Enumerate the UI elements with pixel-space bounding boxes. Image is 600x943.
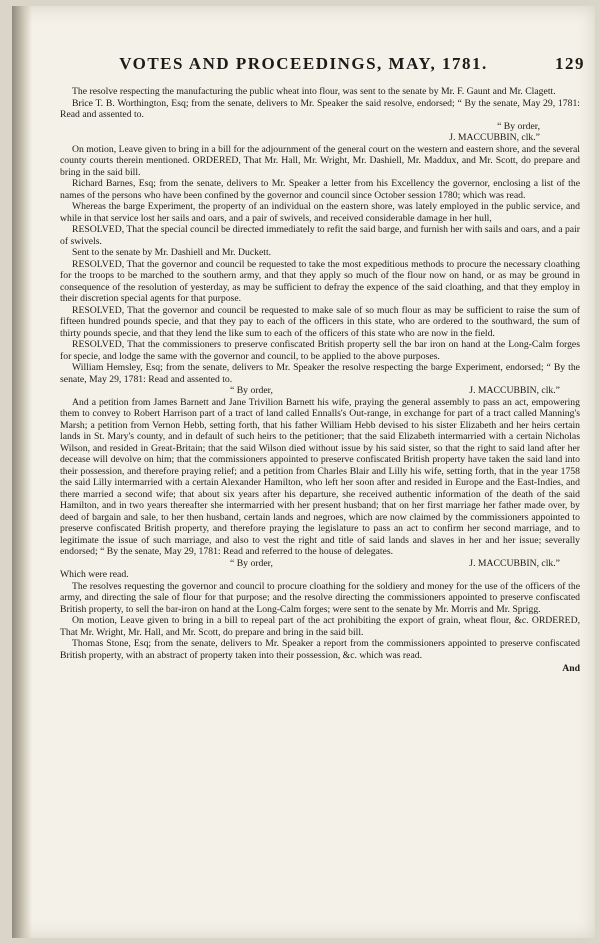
paragraph: Which were read. [60, 569, 129, 580]
paragraph: Brice T. B. Worthington, Esq; from the senate, delivers to Mr. Speaker the said resolve, endorsed; “ By the senate, May 29, 1781: Read and assented to. [60, 97, 580, 120]
running-header [12, 54, 595, 74]
signature-block [60, 385, 580, 397]
by-order-line: “ By order, [497, 120, 540, 132]
paragraph: Whereas the barge Experiment, the property of an individual on the eastern shore, was lately employed in the public service, and while in that service lost her sails and oars, and a pair of swivels, and received considerable damage in her hull, [60, 201, 580, 224]
paragraph: RESOLVED, That the special council be directed immediately to refit the said barge, and furnish her with sails and oars, and a pair of swivels. [60, 224, 581, 247]
by-order-line: “ By order, [230, 557, 273, 569]
running-title: VOTES AND PROCEEDINGS, MAY, 1781. [119, 54, 488, 73]
paragraph: RESOLVED, That the governor and council be requested to take the most expeditious methods to procure the necessary cloathing for the troops to be marched to the southern army, and that they apply so much of the flour now on hand, or as may be ground in consequence of the resolution of yesterday, as may be sufficient to defray the expence of the said cloathing, and that they employ in their discretion special agents for that purpose. [60, 258, 580, 304]
clerk-signature: J. MACCUBBIN, clk.” [469, 557, 560, 569]
paragraph: William Hemsley, Esq; from the senate, delivers to Mr. Speaker the resolve respecting the barge Experiment, endorsed; “ By the senate, May 29, 1781: Read and assented to. [60, 362, 580, 385]
binding-gutter [12, 6, 32, 938]
catchword: And [562, 663, 580, 674]
paragraph: Thomas Stone, Esq; from the senate, delivers to Mr. Speaker a report from the commissioners appointed to preserve confiscated British property, with an abstract of property taken into their possession, &c. which was read. [60, 638, 580, 661]
clerk-signature: J. MACCUBBIN, clk.” [469, 385, 560, 396]
document-page [12, 6, 595, 938]
paragraph: RESOLVED, That the governor and council be requested to make sale of so much flour as may be sufficient to raise the sum of fifteen hundred pounds specie, and that they pay to each of the officers in this state, who are ordered to the southward, the sum of thirty pounds specie, and that they lend the like sum to each of the officers of this state who are now in the field. [60, 304, 580, 339]
paragraph: On motion, Leave given to bring in a bill to repeal part of the act prohibiting the export of grain, wheat flour, &c. ORDERED, That Mr. Wright, Mr. Hall, and Mr. Scott, do prepare and bring in the said bill. [60, 615, 580, 638]
paragraph: Richard Barnes, Esq; from the senate, delivers to Mr. Speaker a letter from his Excellency the governor, enclosing a list of the names of the persons who have been confined by the governor and council since October session 1780; which was read. [60, 178, 580, 201]
paragraph: On motion, Leave given to bring in a bill for the adjournment of the general court on the western and eastern shore, and the several county courts therein mentioned. ORDERED, That Mr. Hall, Mr. Wright, Mr. Dashiell, Mr. Maddux, and Mr. Scott, do prepare and bring in the said bill. [60, 143, 580, 178]
paragraph: The resolve respecting the manufacturing the public wheat into flour, was sent to the senate by Mr. F. Gaunt and Mr. Clagett. [72, 86, 556, 97]
document-body [60, 86, 580, 675]
clerk-signature: J. MACCUBBIN, clk.” [449, 132, 540, 143]
by-order-line: “ By order, [230, 385, 273, 396]
signature-block [60, 558, 580, 570]
paragraph: And a petition from James Barnett and Jane Trivilion Barnett his wife, praying the general assembly to pass an act, empowering them to convey to Robert Harrison part of a tract of land called Ennalls's Out-range, in exchange for part of a tract called Manning's Marsh; a petition from Vernon Hebb, setting forth, that his father William Hebb devised to his sister Elizabeth and her heirs certain lands in St. Mary's county, and in default of such heirs to the petitioner; that the said Elizabeth intermarried with a certain Nicholas Wilson, and resided in Great-Britain; that the said Wilson died without issue by his said sister, so that the right to said land after her decease will devolve on him; that the commissioners appointed to preserve confiscated British property have taken the said land into their possession, and therefore praying relief; and a petition from Charles Blair and Lilly his wife, setting forth, that in the year 1758 the said Lilly intermarried with a certain Alexander Hamilton, who left her soon after and resided in Europe and the East-Indies, and there married a second wife; that about six years after his departure, she received authentic information of the death of the said Hamilton, and in two years thereafter she intermarried with her present husband; that on her first marriage her father made over, by deed of bargain and sale, to her then husband, certain lands and negroes, which are now claimed by the commissioners appointed to preserve confiscated British property, and therefore praying the legislature to pass an act to confirm her second marriage, and to legitimate the issue of such marriage, and also to vest the right and title of said lands and slaves in her and her issue; severally endorsed; “ By the senate, May 29, 1781: Read and referred to the house of delegates. [60, 396, 580, 557]
paragraph: Sent to the senate by Mr. Dashiell and Mr. Duckett. [72, 247, 272, 258]
paragraph: The resolves requesting the governor and council to procure cloathing for the soldiery and money for the use of the officers of the army, and directing the sale of flour for that purpose; and the resolve directing the commissioners appointed to preserve confiscated British property, to sell the bar-iron on hand at the Long-Calm forges; were sent to the senate by Mr. Morris and Mr. Sprigg. [60, 580, 580, 615]
page-number: 129 [555, 54, 585, 73]
signature-block [60, 132, 580, 144]
paragraph: RESOLVED, That the commissioners to preserve confiscated British property sell the bar iron on hand at the Long-Calm forges for specie, and lodge the same with the governor and council, to be applied to the above purposes. [60, 339, 580, 362]
signature-block [60, 121, 580, 133]
